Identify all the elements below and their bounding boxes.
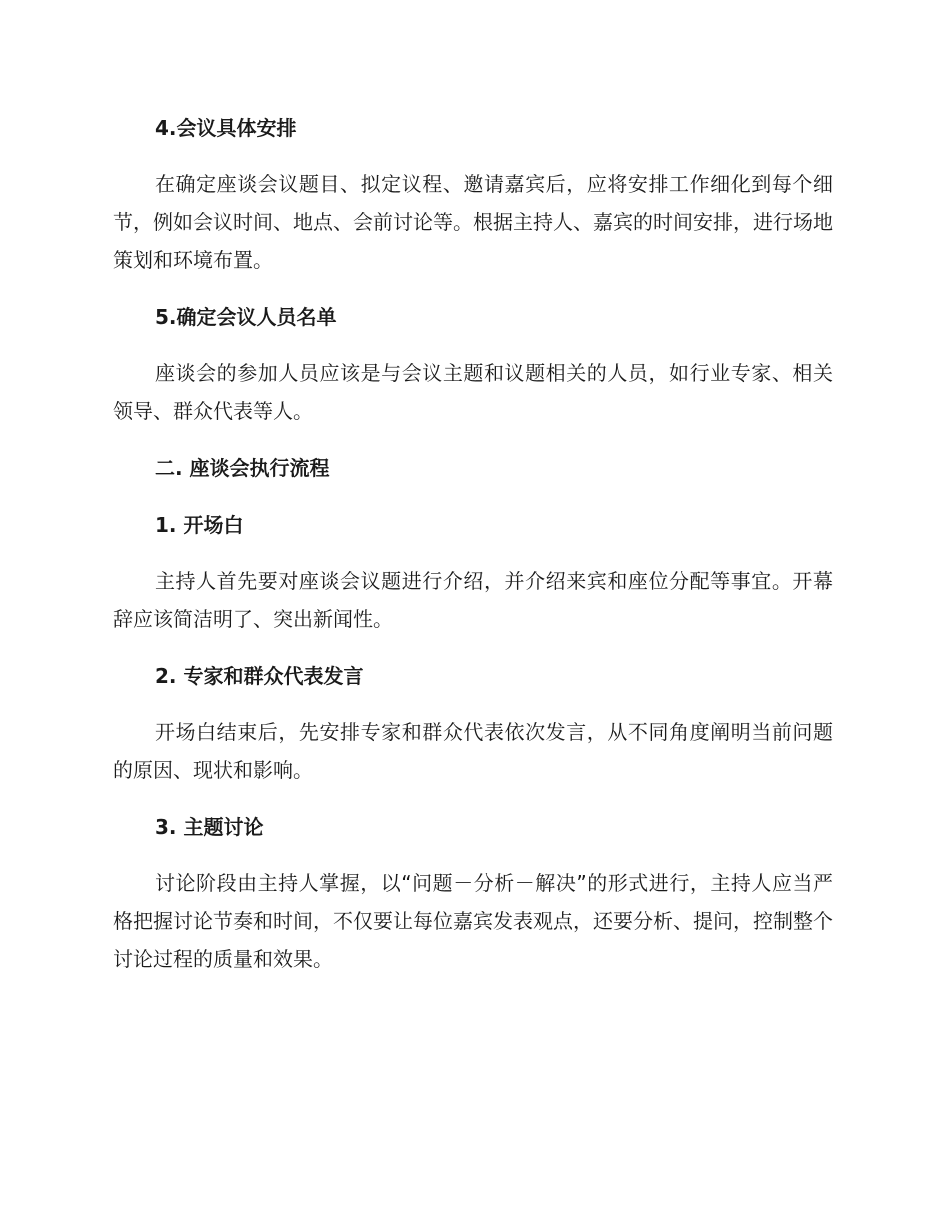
section-heading-attendee-list: 5.确定会议人员名单 [155,305,337,329]
paragraph-opening-remarks: 主持人首先要对座谈会议题进行介绍，并介绍来宾和座位分配等事宜。开幕辞应该简洁明了、突出新闻性。 [113,569,833,631]
section-heading-opening-remarks: 1. 开场白 [155,513,244,537]
paragraph-attendee-list: 座谈会的参加人员应该是与会议主题和议题相关的人员，如行业专家、相关领导、群众代表等人。 [113,361,833,423]
paragraph-meeting-arrangement: 在确定座谈会议题目、拟定议程、邀请嘉宾后，应将安排工作细化到每个细节，例如会议时间、地点、会前讨论等。根据主持人、嘉宾的时间安排，进行场地策划和环境布置。 [113,172,833,272]
section-heading-execution-process: 二. 座谈会执行流程 [155,456,330,480]
document-body [113,108,833,978]
section-heading-meeting-arrangement: 4.会议具体安排 [155,116,297,140]
paragraph-speeches: 开场白结束后，先安排专家和群众代表依次发言，从不同角度阐明当前问题的原因、现状和影响。 [113,720,833,782]
section-heading-speeches: 2. 专家和群众代表发言 [155,664,364,688]
section-heading-topic-discussion: 3. 主题讨论 [155,815,264,839]
paragraph-topic-discussion: 讨论阶段由主持人掌握，以“问题－分析－解决”的形式进行，主持人应当严格把握讨论节奏和时间，不仅要让每位嘉宾发表观点，还要分析、提问，控制整个讨论过程的质量和效果。 [113,871,833,971]
